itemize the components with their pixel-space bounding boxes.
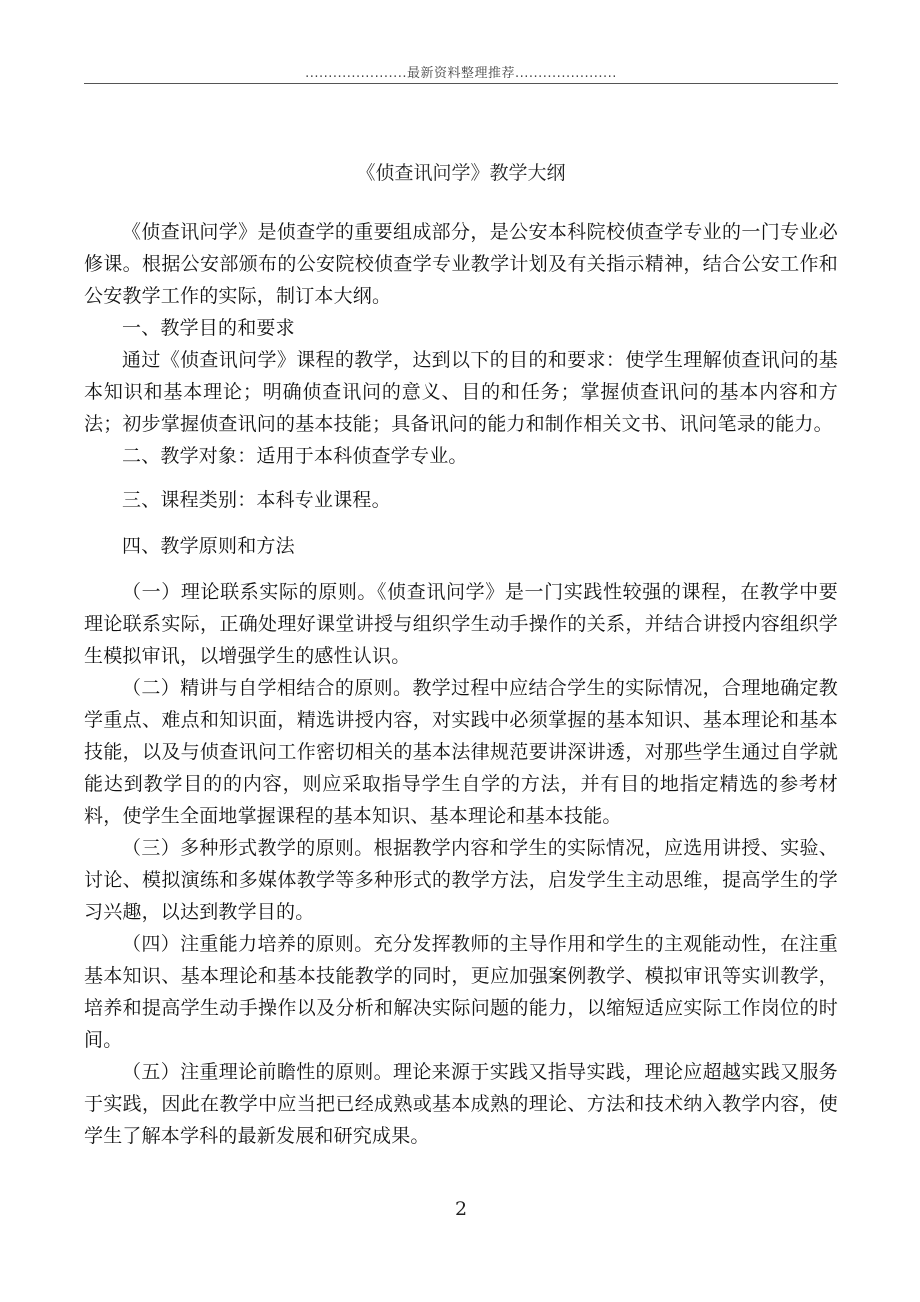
section-heading-1: 一、教学目的和要求 [122, 317, 295, 339]
principle-paragraph-1: （一）理论联系实际的原则。《侦查讯问学》是一门实践性较强的课程，在教学中要理论联系实际，正确处理好课堂讲授与组织学生动手操作的关系，并结合讲授内容组织学生模拟审讯，以增强学生的感性认识。 [84, 581, 838, 667]
section-1-paragraph: 通过《侦查讯问学》课程的教学，达到以下的目的和要求：使学生理解侦查讯问的基本知识和基本理论；明确侦查讯问的意义、目的和任务；掌握侦查讯问的基本内容和方法；初步掌握侦查讯问的基本技能；具备讯问的能力和制作相关文书、讯问笔录的能力。 [84, 349, 838, 435]
intro-paragraph: 《侦查讯问学》是侦查学的重要组成部分，是公安本科院校侦查学专业的一门专业必修课。根据公安部颁布的公安院校侦查学专业教学计划及有关指示精神，结合公安工作和公安教学工作的实际，制订本大纲。 [84, 221, 838, 307]
principle-paragraph-5: （五）注重理论前瞻性的原则。理论来源于实践又指导实践，理论应超越实践又服务于实践，因此在教学中应当把已经成熟或基本成熟的理论、方法和技术纳入教学内容，使学生了解本学科的最新发展和研究成果。 [84, 1061, 838, 1147]
section-2-line: 二、教学对象：适用于本科侦查学专业。 [122, 445, 468, 467]
document-body [84, 216, 838, 1152]
principle-paragraph-4: （四）注重能力培养的原则。充分发挥教师的主导作用和学生的主观能动性，在注重基本知识、基本理论和基本技能教学的同时，更应加强案例教学、模拟审讯等实训教学，培养和提高学生动手操作以及分析和解决实际问题的能力，以缩短适应实际工作岗位的时间。 [84, 933, 838, 1051]
page-number: 2 [454, 1198, 468, 1220]
page-header: ......................最新资料整理推荐...................... [305, 66, 617, 81]
header-divider [84, 83, 838, 84]
section-3-line: 三、课程类别：本科专业课程。 [122, 489, 391, 511]
document-title: 《侦查讯问学》教学大纲 [356, 162, 566, 184]
principle-paragraph-2: （二）精讲与自学相结合的原则。教学过程中应结合学生的实际情况，合理地确定教学重点、难点和知识面，精选讲授内容，对实践中必须掌握的基本知识、基本理论和基本技能，以及与侦查讯问工作密切相关的基本法律规范要讲深讲透，对那些学生通过自学就能达到教学目的的内容，则应采取指导学生自学的方法，并有目的地指定精选的参考材料，使学生全面地掌握课程的基本知识、基本理论和基本技能。 [84, 677, 838, 827]
section-heading-4: 四、教学原则和方法 [122, 535, 295, 557]
principle-paragraph-3: （三）多种形式教学的原则。根据教学内容和学生的实际情况，应选用讲授、实验、讨论、模拟演练和多媒体教学等多种形式的教学方法，启发学生主动思维，提高学生的学习兴趣，以达到教学目的。 [84, 837, 838, 923]
